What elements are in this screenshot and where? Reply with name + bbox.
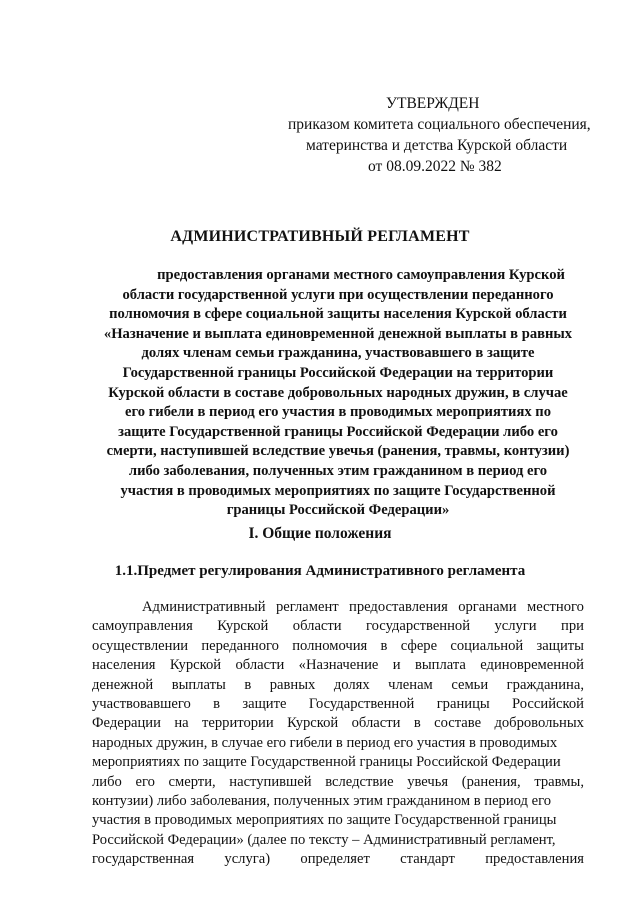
body-line: [92, 753, 584, 772]
subsection-heading: 1.1.Предмет регулирования Административного регламента: [114, 563, 526, 579]
body-line: [92, 617, 584, 636]
body-word: участвовавшего: [92, 696, 191, 713]
body-word: его: [135, 773, 155, 790]
subject-line: смерти, наступившей вследствие увечья (ранения, травмы, контузии): [106, 443, 570, 460]
body-word: сфере: [400, 637, 438, 654]
body-word: в: [413, 715, 421, 732]
body-word: населения: [92, 657, 156, 674]
body-line: [92, 734, 584, 753]
approval-line: материнства и детства Курской области: [306, 137, 568, 154]
body-word: травмы,: [534, 773, 584, 790]
body-word: защите: [242, 696, 287, 713]
body-word: Государственной: [308, 696, 415, 713]
body-word: при: [561, 618, 584, 635]
body-word: Курской: [217, 618, 269, 635]
subject-line: границы Российской Федерации»: [226, 502, 450, 519]
subject-line: предоставления органами местного самоуправления Курской: [157, 267, 565, 283]
subject-line: полномочия в сфере социальной защиты населения Курской области: [109, 306, 567, 323]
body-word: определяет: [300, 851, 370, 868]
body-word: членам: [388, 676, 433, 693]
body-word: защиты: [536, 637, 584, 654]
regulation-subject: [88, 266, 588, 521]
document-title: АДМИНИСТРАТИВНЫЙ РЕГЛАМЕНТ: [170, 228, 470, 245]
body-word: смерти,: [168, 773, 216, 790]
body-word: услуги: [494, 618, 537, 635]
body-word: долях: [333, 676, 370, 693]
subject-line: области государственной услуги при осуществлении переданного: [122, 286, 554, 303]
approval-date-number: от 08.09.2022 № 382: [368, 158, 502, 175]
subject-line: либо заболевания, полученных этим гражданином в период его: [128, 462, 548, 479]
body-word: территории: [202, 715, 274, 732]
body-word: регламент: [275, 599, 339, 615]
body-word: добровольных: [494, 715, 584, 732]
body-word: органами: [458, 599, 517, 615]
body-paragraph: [92, 598, 584, 870]
body-word: осуществлении: [92, 637, 189, 654]
body-line: [92, 831, 584, 850]
body-word: области: [235, 657, 285, 674]
body-line: [92, 676, 584, 695]
body-word: и: [392, 657, 401, 674]
body-word: Российской: [512, 696, 584, 713]
body-word: в: [213, 696, 220, 713]
body-word: Административный: [142, 599, 266, 615]
body-word: мероприятиях по защите Государственной границы Российской Федерации: [92, 754, 561, 771]
body-word: самоуправления: [92, 618, 193, 635]
section-heading: I. Общие положения: [248, 525, 392, 542]
subject-line: Государственной границы Российской Федерации на территории: [122, 364, 554, 381]
body-word: Российской Федерации» (далее по тексту – Административный регламент,: [92, 831, 556, 848]
body-line: [92, 811, 584, 830]
body-word: стандарт: [400, 851, 455, 868]
approval-heading: УТВЕРЖДЕН: [386, 95, 480, 112]
body-word: полномочия: [292, 637, 368, 654]
subject-line: долях членам семьи гражданина, участвовавшего в защите: [141, 345, 535, 362]
body-line: [92, 714, 584, 733]
body-line: [92, 773, 584, 792]
body-word: границы: [436, 696, 490, 713]
body-word: контузии) либо заболевания, полученных этим гражданином в период его: [92, 793, 552, 810]
body-word: в: [244, 676, 252, 693]
body-word: выплаты: [171, 676, 226, 693]
body-word: вследствие: [325, 773, 394, 790]
body-line: [92, 850, 584, 869]
subject-line: защите Государственной границы Российской Федерации либо его: [118, 423, 558, 440]
body-word: наступившей: [229, 773, 312, 790]
body-word: либо: [92, 773, 122, 790]
body-word: выплата: [414, 657, 466, 674]
subject-line: участия в проводимых мероприятиях по защите Государственной: [120, 482, 556, 499]
subject-line: Курской области в составе добровольных народных дружин, в случае: [108, 384, 568, 401]
body-word: местного: [526, 599, 584, 615]
subject-line: «Назначение и выплата единовременной денежной выплаты в равных: [103, 325, 573, 342]
subject-line: его гибели в период его участия в проводимых мероприятиях по: [124, 404, 551, 421]
body-word: государственная: [92, 851, 195, 868]
body-word: Курской: [287, 715, 339, 732]
body-word: семьи: [451, 676, 489, 693]
body-word: государственной: [366, 618, 471, 635]
body-word: области: [292, 618, 342, 635]
body-word: единовременной: [480, 657, 584, 674]
body-word: гражданина,: [506, 676, 584, 693]
body-word: предоставления: [485, 851, 584, 868]
body-word: переданного: [201, 637, 279, 654]
body-word: социальной: [450, 637, 524, 654]
body-word: увечья: [407, 773, 449, 790]
body-line: [92, 598, 584, 617]
body-word: Курской: [169, 657, 222, 674]
body-word: услуга): [224, 851, 271, 868]
body-line: [92, 656, 584, 675]
body-word: предоставления: [349, 599, 448, 615]
body-word: в: [380, 637, 388, 654]
body-line: [92, 637, 584, 656]
body-word: на: [174, 715, 189, 732]
body-line: [92, 695, 584, 714]
body-word: составе: [434, 715, 482, 732]
body-word: (ранения,: [461, 773, 521, 790]
body-word: области: [351, 715, 401, 732]
body-word: Федерации: [92, 715, 161, 732]
approval-stamp-block: [280, 93, 610, 177]
body-word: «Назначение: [298, 657, 379, 674]
approval-line: приказом комитета социального обеспечения,: [288, 116, 591, 133]
body-word: денежной: [92, 676, 154, 693]
body-word: участия в проводимых мероприятиях по защите Государственной границы: [92, 812, 557, 829]
body-word: равных: [269, 676, 316, 693]
body-word: народных дружин, в случае его гибели в период его участия в проводимых: [92, 734, 558, 751]
body-line: [92, 792, 584, 811]
